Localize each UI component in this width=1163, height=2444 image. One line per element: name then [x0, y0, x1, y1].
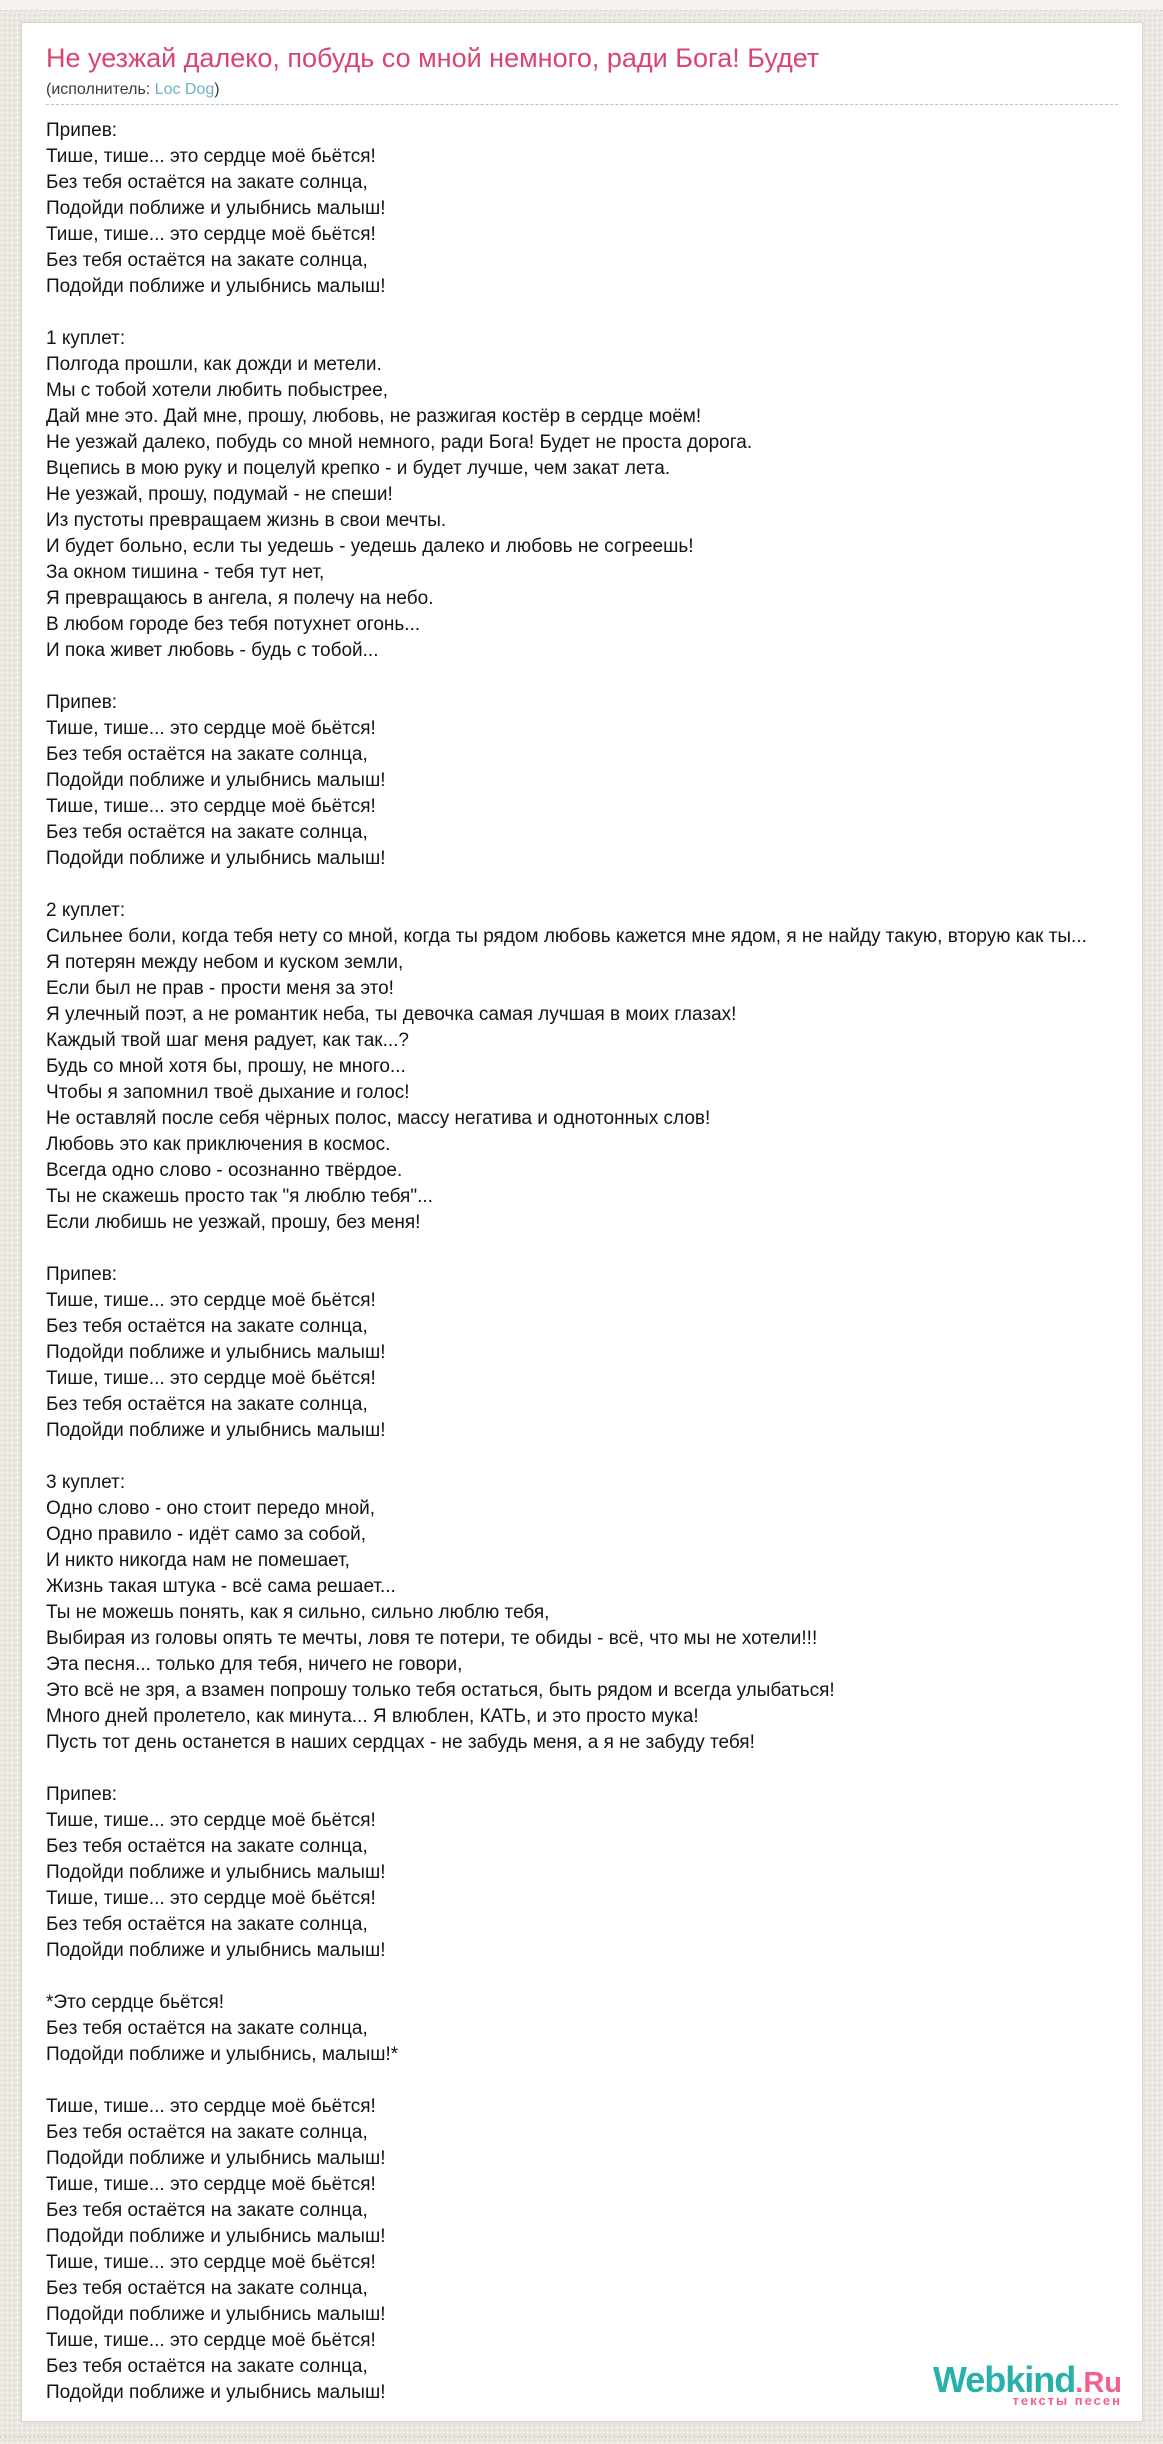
song-title: Не уезжай далеко, побудь со мной немного, ради Бога! Будет [46, 43, 820, 73]
stanza [46, 898, 1118, 1236]
logo-tagline: тексты песен [1012, 2393, 1122, 2408]
lyric-line: Не уезжай далеко, побудь со мной немного, ради Бога! Будет не проста дорога. [46, 432, 753, 453]
lyric-line: Без тебя остаётся на закате солнца, [46, 1394, 368, 1415]
lyric-line: Подойди поближе и улыбнись малыш! [46, 276, 386, 297]
lyric-line: Любовь это как приключения в космос. [46, 1134, 391, 1155]
lyric-line: Я улечный поэт, а не романтик неба, ты девочка самая лучшая в моих глазах! [46, 1004, 737, 1025]
lyric-line: Это всё не зря, а взамен попрошу только тебя остаться, быть рядом и всегда улыбаться! [46, 1680, 835, 1701]
lyric-line: Тише, тише... это сердце моё бьётся! [46, 1810, 376, 1831]
lyric-line: Пусть тот день останется в наших сердцах - не забудь меня, а я не забуду тебя! [46, 1732, 755, 1753]
lyric-line: Подойди поближе и улыбнись малыш! [46, 1342, 386, 1363]
lyric-line: Из пустоты превращаем жизнь в свои мечты. [46, 510, 447, 531]
lyric-line: Подойди поближе и улыбнись малыш! [46, 1862, 386, 1883]
lyric-line: Вцепись в мою руку и поцелуй крепко - и будет лучше, чем закат лета. [46, 458, 671, 479]
lyric-line: Припев: [46, 1264, 118, 1285]
lyric-line: Не оставляй после себя чёрных полос, массу негатива и однотонных слов! [46, 1108, 711, 1129]
lyric-line: Ты не скажешь просто так "я люблю тебя"... [46, 1186, 433, 1207]
artist-link[interactable]: Loc Dog [154, 81, 215, 98]
stanza [46, 1262, 1118, 1444]
lyric-line: И никто никогда нам не помешает, [46, 1550, 350, 1571]
lyric-line: Если любишь не уезжай, прошу, без меня! [46, 1212, 421, 1233]
lyric-line: Тише, тише... это сердце моё бьётся! [46, 2096, 376, 2117]
lyric-line: Без тебя остаётся на закате солнца, [46, 2200, 368, 2221]
lyric-line: Без тебя остаётся на закате солнца, [46, 2122, 368, 2143]
stanza [46, 1990, 1118, 2068]
lyric-line: Припев: [46, 692, 118, 713]
lyric-line: Выбирая из головы опять те мечты, ловя те потери, те обиды - всё, что мы не хотели!!! [46, 1628, 818, 1649]
artist-close-paren: ) [214, 81, 220, 98]
lyric-line: Тише, тише... это сердце моё бьётся! [46, 1368, 376, 1389]
stanza [46, 326, 1118, 664]
lyric-line: Мы с тобой хотели любить побыстрее, [46, 380, 389, 401]
lyric-line: Подойди поближе и улыбнись малыш! [46, 2148, 386, 2169]
lyric-line: Тише, тише... это сердце моё бьётся! [46, 2330, 376, 2351]
lyric-line: Жизнь такая штука - всё сама решает... [46, 1576, 396, 1597]
webkind-logo[interactable] [932, 2359, 1122, 2408]
lyric-line: Без тебя остаётся на закате солнца, [46, 2018, 368, 2039]
stanza [46, 1470, 1118, 1756]
lyric-line: Одно правило - идёт само за собой, [46, 1524, 367, 1545]
lyric-line: Каждый твой шаг меня радует, как так...? [46, 1030, 409, 1051]
lyric-line: 1 куплет: [46, 328, 126, 349]
stanza [46, 118, 1118, 300]
lyric-line: *Это сердце бьётся! [46, 1992, 225, 2013]
lyric-line: Я потерян между небом и куском земли, [46, 952, 404, 973]
lyrics-text [46, 118, 1118, 2406]
lyric-line: Тише, тише... это сердце моё бьётся! [46, 146, 376, 167]
lyric-line: Чтобы я запомнил твоё дыхание и голос! [46, 1082, 410, 1103]
lyric-line: И пока живет любовь - будь с тобой... [46, 640, 379, 661]
stanza [46, 1782, 1118, 1964]
lyric-line: Ты не можешь понять, как я сильно, сильно люблю тебя, [46, 1602, 550, 1623]
lyric-line: Сильнее боли, когда тебя нету со мной, когда ты рядом любовь кажется мне ядом, я не найду такую, вторую как ты... [46, 926, 1087, 947]
lyric-line: Подойди поближе и улыбнись малыш! [46, 770, 386, 791]
lyric-line: Без тебя остаётся на закате солнца, [46, 172, 368, 193]
logo-ru-text[interactable]: .Ru [1075, 2367, 1122, 2399]
lyric-line: Без тебя остаётся на закате солнца, [46, 250, 368, 271]
lyric-line: Будь со мной хотя бы, прошу, не много... [46, 1056, 406, 1077]
top-strip [0, 0, 1163, 11]
lyric-line: Тише, тише... это сердце моё бьётся! [46, 2252, 376, 2273]
lyric-line: Если был не прав - прости меня за это! [46, 978, 394, 999]
lyric-line: Без тебя остаётся на закате солнца, [46, 1914, 368, 1935]
lyric-line: Подойди поближе и улыбнись малыш! [46, 1420, 386, 1441]
lyric-line: Без тебя остаётся на закате солнца, [46, 2356, 368, 2377]
artist-line [46, 81, 1118, 99]
lyric-line: Полгода прошли, как дожди и метели. [46, 354, 382, 375]
lyric-line: Тише, тише... это сердце моё бьётся! [46, 796, 376, 817]
lyric-line: Тише, тише... это сердце моё бьётся! [46, 1290, 376, 1311]
artist-label: (исполнитель: [46, 81, 155, 98]
lyric-line: Без тебя остаётся на закате солнца, [46, 2278, 368, 2299]
lyric-line: Тише, тише... это сердце моё бьётся! [46, 2174, 376, 2195]
dotted-divider [46, 104, 1118, 105]
lyric-line: За окном тишина - тебя тут нет, [46, 562, 325, 583]
lyric-line: И будет больно, если ты уедешь - уедешь далеко и любовь не согреешь! [46, 536, 694, 557]
lyric-line: Подойди поближе и улыбнись малыш! [46, 2382, 386, 2403]
lyric-line: Эта песня... только для тебя, ничего не говори, [46, 1654, 463, 1675]
lyric-line: Подойди поближе и улыбнись малыш! [46, 2226, 386, 2247]
lyric-line: В любом городе без тебя потухнет огонь... [46, 614, 421, 635]
lyric-line: Всегда одно слово - осознанно твёрдое. [46, 1160, 403, 1181]
lyric-line: Подойди поближе и улыбнись малыш! [46, 848, 386, 869]
lyric-line: Без тебя остаётся на закате солнца, [46, 744, 368, 765]
lyric-line: Много дней пролетело, как минута... Я влюблен, КАТЬ, и это просто мука! [46, 1706, 699, 1727]
lyric-line: Без тебя остаётся на закате солнца, [46, 1836, 368, 1857]
lyric-line: Подойди поближе и улыбнись малыш! [46, 198, 386, 219]
lyric-line: Без тебя остаётся на закате солнца, [46, 1316, 368, 1337]
logo-webkind-text[interactable]: Webkind [932, 2359, 1076, 2400]
lyric-line: Тише, тише... это сердце моё бьётся! [46, 718, 376, 739]
lyric-line: 2 куплет: [46, 900, 126, 921]
lyric-line: Одно слово - оно стоит передо мной, [46, 1498, 376, 1519]
lyric-line: Тише, тише... это сердце моё бьётся! [46, 224, 376, 245]
lyric-line: Тише, тише... это сердце моё бьётся! [46, 1888, 376, 1909]
lyric-line: Не уезжай, прошу, подумай - не спеши! [46, 484, 393, 505]
bottom-strip [0, 2436, 1163, 2439]
lyric-line: Я превращаюсь в ангела, я полечу на небо. [46, 588, 434, 609]
lyric-line: Без тебя остаётся на закате солнца, [46, 822, 368, 843]
lyric-line: Подойди поближе и улыбнись, малыш!* [46, 2044, 399, 2065]
lyric-line: Припев: [46, 1784, 118, 1805]
lyric-line: Дай мне это. Дай мне, прошу, любовь, не разжигая костёр в сердце моём! [46, 406, 702, 427]
stanza [46, 690, 1118, 872]
lyric-line: 3 куплет: [46, 1472, 126, 1493]
lyric-line: Припев: [46, 120, 118, 141]
lyrics-card [21, 22, 1143, 2422]
lyric-line: Подойди поближе и улыбнись малыш! [46, 2304, 386, 2325]
lyric-line: Подойди поближе и улыбнись малыш! [46, 1940, 386, 1961]
